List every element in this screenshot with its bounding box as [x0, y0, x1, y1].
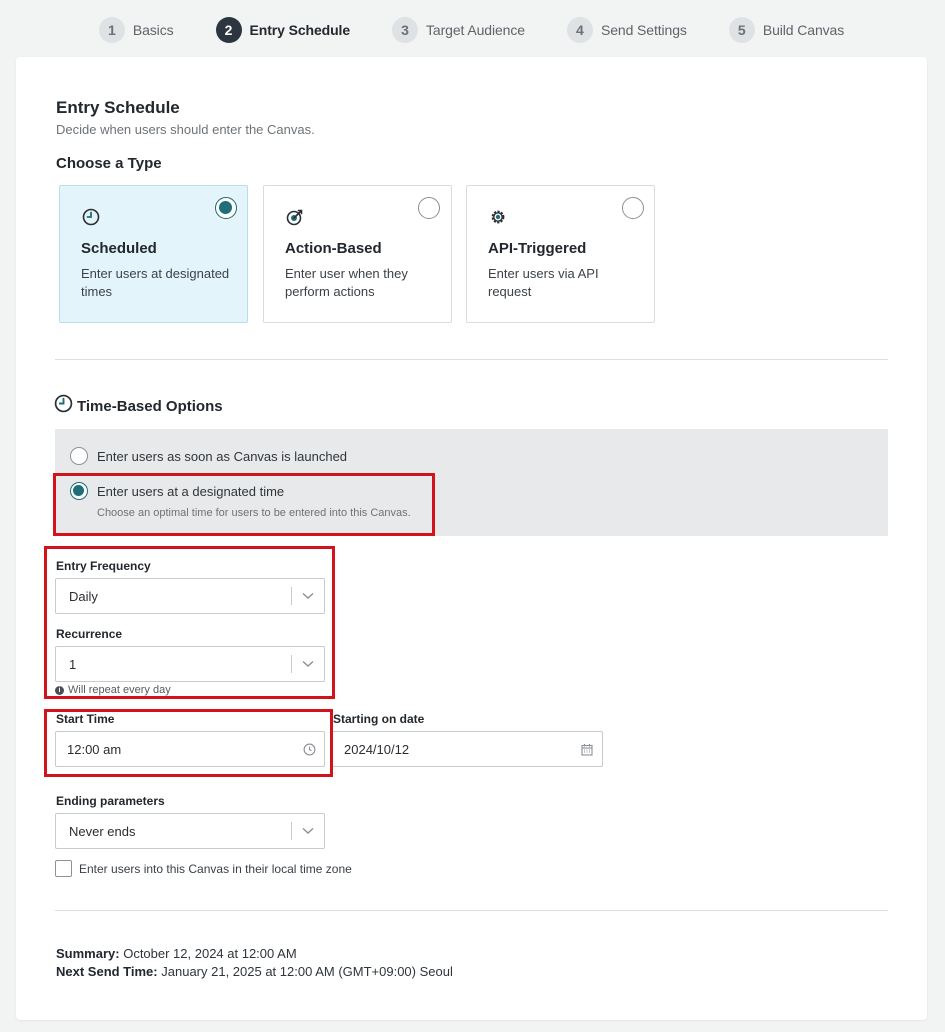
step-label: Send Settings — [600, 22, 687, 38]
entry-frequency-value: Daily — [69, 588, 98, 604]
ending-parameters-select[interactable] — [55, 813, 325, 849]
type-desc: Enter users at designated times — [81, 266, 230, 299]
next-send-value: January 21, 2025 at 12:00 AM (GMT+09:00) Seoul — [161, 964, 453, 979]
step-entry-schedule[interactable] — [214, 15, 355, 45]
recurrence-hint-text: Will repeat every day — [68, 684, 171, 696]
step-label: Build Canvas — [762, 22, 845, 38]
type-radio-action-based[interactable] — [418, 197, 440, 219]
option-designated[interactable] — [70, 482, 284, 500]
section-divider — [55, 359, 888, 360]
step-number: 1 — [99, 17, 125, 43]
clock-icon — [82, 208, 100, 226]
recurrence-hint — [55, 684, 171, 696]
step-number: 5 — [729, 17, 755, 43]
time-based-label: Time-Based Options — [77, 397, 223, 415]
option-designated-radio[interactable] — [70, 482, 88, 500]
type-desc: Enter user when they perform actions — [285, 266, 408, 299]
type-desc: Enter users via API request — [488, 266, 599, 299]
type-name: Action-Based — [285, 240, 382, 257]
starting-date-value: 2024/10/12 — [344, 741, 410, 757]
local-timezone-checkbox[interactable] — [55, 860, 72, 877]
step-build-canvas[interactable] — [727, 15, 848, 45]
chevron-down-icon — [292, 660, 324, 668]
recurrence-value: 1 — [69, 656, 77, 672]
section-subtitle: Decide when users should enter the Canvas. — [56, 122, 315, 137]
ending-parameters-value: Never ends — [69, 823, 136, 839]
step-target-audience[interactable] — [390, 15, 529, 45]
next-send-label: Next Send Time: — [56, 964, 158, 979]
option-launch-radio[interactable] — [70, 447, 88, 465]
ending-parameters-label: Ending parameters — [56, 794, 165, 808]
schedule-summary — [56, 945, 453, 981]
option-designated-help: Choose an optimal time for users to be entered into this Canvas. — [97, 507, 411, 519]
time-based-heading — [54, 394, 223, 418]
wizard-stepper — [0, 14, 945, 46]
step-label: Entry Schedule — [249, 22, 351, 38]
starting-date-input[interactable] — [332, 731, 603, 767]
start-time-label: Start Time — [56, 712, 115, 726]
choose-type-heading: Choose a Type — [56, 155, 162, 172]
type-card-api-triggered[interactable] — [466, 185, 655, 323]
recurrence-select[interactable] — [55, 646, 325, 682]
recurrence-label: Recurrence — [56, 627, 123, 641]
chevron-down-icon — [292, 592, 324, 600]
start-time-value: 12:00 am — [67, 741, 122, 757]
option-launch[interactable] — [70, 447, 347, 465]
chevron-down-icon — [292, 827, 324, 835]
next-send-line — [56, 963, 453, 981]
option-launch-label: Enter users as soon as Canvas is launched — [97, 448, 348, 464]
type-card-scheduled[interactable] — [59, 185, 248, 323]
summary-divider — [55, 910, 888, 911]
type-name: API-Triggered — [488, 240, 587, 257]
clock-icon — [54, 394, 73, 418]
entry-frequency-label: Entry Frequency — [56, 559, 151, 573]
local-timezone-label: Enter users into this Canvas in their local time zone — [79, 861, 352, 876]
section-title: Entry Schedule — [56, 98, 180, 117]
step-number: 4 — [567, 17, 593, 43]
summary-line — [56, 945, 453, 963]
step-number: 2 — [216, 17, 242, 43]
calendar-icon — [572, 743, 602, 756]
step-label: Basics — [132, 22, 174, 38]
clock-icon — [294, 743, 324, 756]
step-label: Target Audience — [426, 22, 525, 38]
step-number: 3 — [392, 17, 418, 43]
step-send-settings[interactable] — [565, 15, 691, 45]
gear-icon — [489, 208, 507, 226]
entry-schedule-card — [16, 57, 927, 1020]
summary-value: October 12, 2024 at 12:00 AM — [123, 946, 297, 961]
option-designated-label: Enter users at a designated time — [97, 483, 285, 499]
type-radio-scheduled[interactable] — [215, 197, 237, 219]
target-icon — [286, 208, 304, 226]
local-timezone-row[interactable] — [55, 860, 352, 877]
summary-label: Summary: — [56, 946, 120, 961]
type-card-action-based[interactable] — [263, 185, 452, 323]
time-options-box — [55, 429, 888, 536]
start-time-input[interactable] — [55, 731, 325, 767]
entry-frequency-select[interactable] — [55, 578, 325, 614]
starting-date-label: Starting on date — [333, 712, 425, 726]
step-basics[interactable] — [97, 15, 178, 45]
type-radio-api-triggered[interactable] — [622, 197, 644, 219]
info-icon: i — [55, 686, 64, 695]
type-name: Scheduled — [81, 240, 157, 257]
